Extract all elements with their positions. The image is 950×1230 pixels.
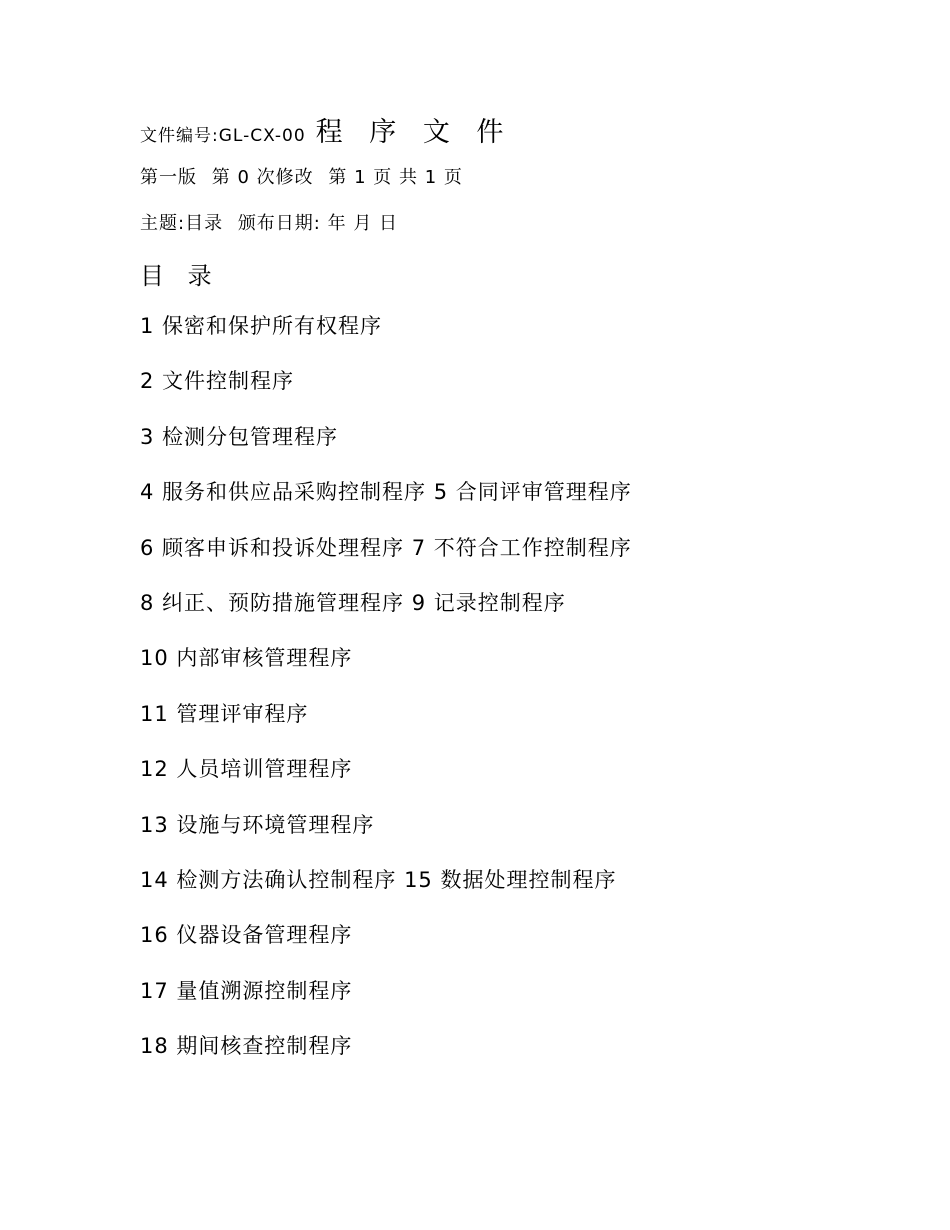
toc-item: 6 顾客申诉和投诉处理程序 7 不符合工作控制程序 (140, 535, 632, 560)
toc-item: 8 纠正、预防措施管理程序 9 记录控制程序 (140, 590, 566, 615)
document-number: 文件编号:GL-CX-00 (140, 126, 306, 146)
toc-list (140, 310, 920, 1085)
subject-line (140, 206, 920, 242)
toc-item: 14 检测方法确认控制程序 15 数据处理控制程序 (140, 867, 617, 892)
toc-item: 4 服务和供应品采购控制程序 5 合同评审管理程序 (140, 480, 632, 505)
toc-item: 10 内部审核管理程序 (140, 646, 353, 671)
toc-item: 17 量值溯源控制程序 (140, 978, 353, 1003)
issue-date-text: 颁布日期: 年 月 日 (237, 213, 399, 234)
edition-line (140, 160, 920, 196)
revision-text: 第 0 次修改 (211, 167, 314, 188)
document-page (140, 110, 920, 1085)
toc-item: 1 保密和保护所有权程序 (140, 314, 383, 338)
document-title: 程 序 文 件 (315, 117, 513, 148)
toc-item: 11 管理评审程序 (140, 701, 309, 726)
page-count-text: 第 1 页 共 1 页 (328, 167, 463, 188)
toc-item: 18 期间核查控制程序 (140, 1034, 353, 1059)
toc-item: 13 设施与环境管理程序 (140, 812, 375, 837)
toc-item: 2 文件控制程序 (140, 369, 295, 394)
edition-text: 第一版 (140, 167, 197, 188)
toc-title: 目 录 (140, 262, 220, 290)
toc-item: 3 检测分包管理程序 (140, 424, 339, 449)
subject-text: 主题:目录 (140, 213, 224, 234)
toc-item: 16 仪器设备管理程序 (140, 923, 353, 948)
toc-item: 12 人员培训管理程序 (140, 757, 353, 782)
document-header (140, 110, 920, 154)
